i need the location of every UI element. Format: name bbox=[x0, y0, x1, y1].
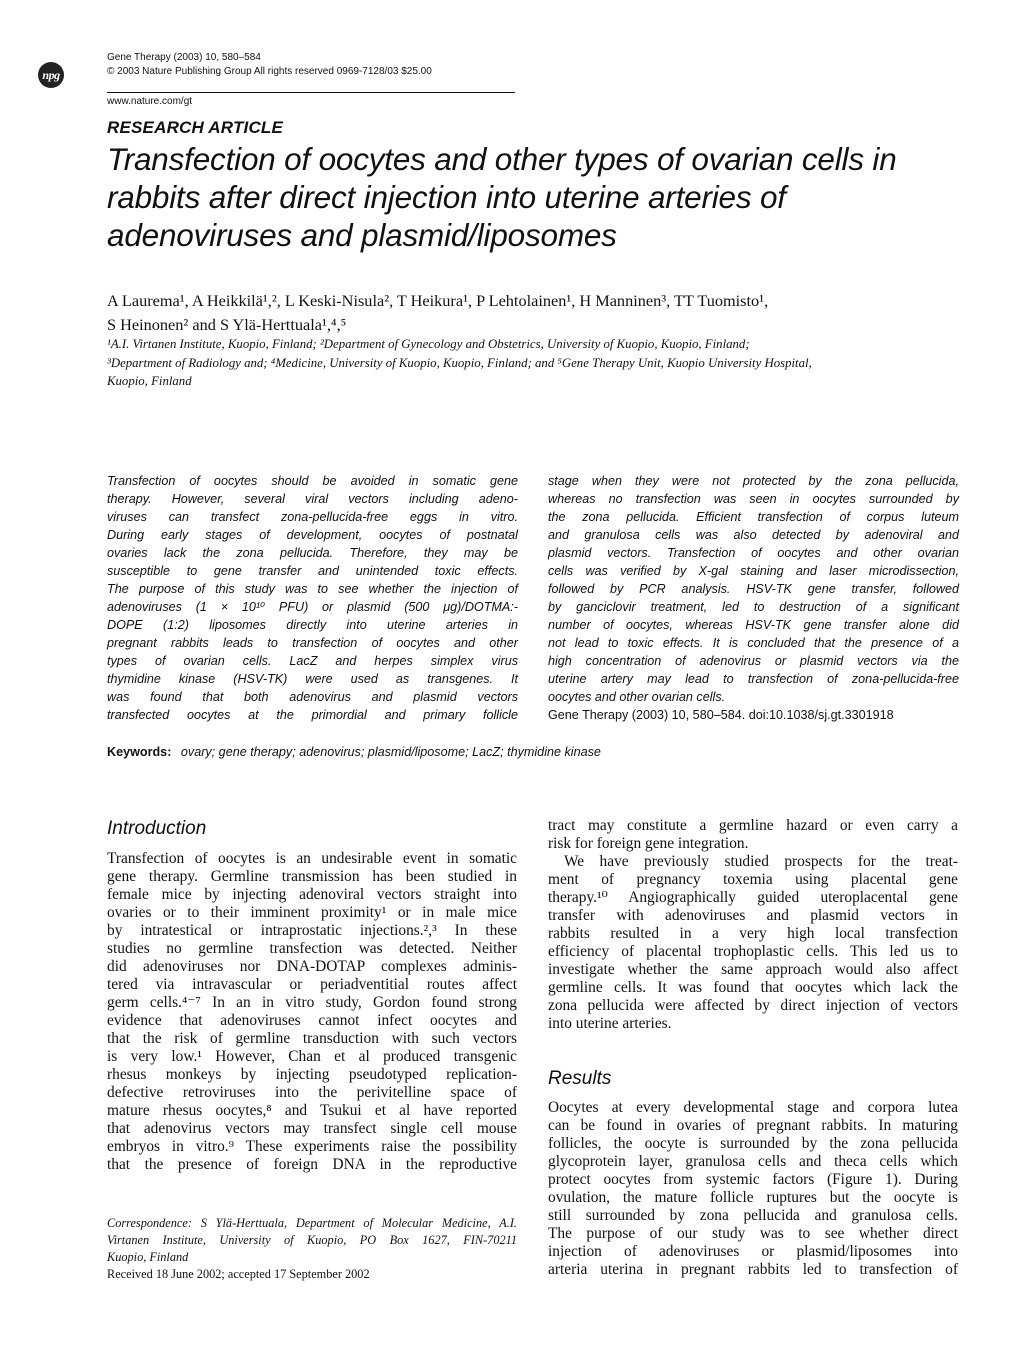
body-line: did adenoviruses nor DNA-DOTAP complexes adminis- bbox=[107, 958, 517, 975]
body-line: Transfection of oocytes is an undesirable event in somatic bbox=[107, 850, 517, 867]
body-line: ment of pregnancy toxemia using placental gene bbox=[548, 871, 958, 888]
abstract-line: The purpose of this study was to see whether the injection of bbox=[107, 582, 518, 596]
abstract-right-column bbox=[548, 472, 959, 724]
article-title: Transfection of oocytes and other types of ovarian cells in rabbits after direct injection into uterine arteries of adenoviruses and plasmid/liposomes bbox=[107, 141, 897, 253]
abstract-line: whereas no transfection was seen in oocytes surrounded by bbox=[548, 492, 959, 506]
section-label: RESEARCH ARTICLE bbox=[107, 118, 284, 137]
footnote-line: Virtanen Institute, University of Kuopio, PO Box 1627, FIN-70211 bbox=[107, 1233, 517, 1247]
body-line: mature rhesus oocytes,⁸ and Tsukui et al have reported bbox=[107, 1102, 517, 1119]
abstract-line: oocytes and other ovarian cells. bbox=[548, 690, 726, 704]
body-line: female mice by injecting adenoviral vectors straight into bbox=[107, 886, 517, 903]
affiliations bbox=[107, 335, 967, 391]
header-rule bbox=[107, 92, 515, 93]
author-list bbox=[107, 289, 967, 337]
footnote-line: Kuopio, Finland bbox=[107, 1250, 189, 1264]
abstract-line: DOPE (1:2) liposomes directly into uterine arteries in bbox=[107, 618, 518, 632]
received-dates: Received 18 June 2002; accepted 17 September 2002 bbox=[107, 1267, 370, 1281]
body-line: transfer with adenoviruses and plasmid vectors in bbox=[548, 907, 958, 924]
abstract-line: thymidine kinase (HSV-TK) were used as transgenes. It bbox=[107, 672, 518, 686]
copyright-line: © 2003 Nature Publishing Group All rights reserved 0969-7128/03 $25.00 bbox=[107, 66, 432, 77]
abstract-line: followed by PCR analysis. HSV-TK gene transfer, followed bbox=[548, 582, 959, 596]
abstract-line: plasmid vectors. Transfection of oocytes and other ovarian bbox=[548, 546, 959, 560]
affiliation-line: Kuopio, Finland bbox=[107, 374, 192, 388]
body-line: therapy.¹⁰ Angiographically guided uteroplacental gene bbox=[548, 889, 958, 906]
abstract-left-column bbox=[107, 472, 518, 724]
body-line: investigate whether the same approach would also affect bbox=[548, 961, 958, 978]
abstract-line: not lead to toxic effects. It is concluded that the presence of a bbox=[548, 636, 959, 650]
abstract-line: types of ovarian cells. LacZ and herpes simplex virus bbox=[107, 654, 518, 668]
body-line: tered via intravascular or periadventitial routes affect bbox=[107, 976, 517, 993]
abstract-line: and granulosa cells was also detected by adenoviral and bbox=[548, 528, 959, 542]
abstract-line: susceptible to gene transfer and unintended toxic effects. bbox=[107, 564, 518, 578]
body-line: arteria uterina in pregnant rabbits led to transfection of bbox=[548, 1261, 958, 1278]
body-line: ovaries or to their imminent proximity¹ or in male mice bbox=[107, 904, 517, 921]
abstract-line: ovaries lack the zona pellucida. Therefore, they may be bbox=[107, 546, 518, 560]
body-line: ovulation, the mature follicle ruptures but the oocyte is bbox=[548, 1189, 958, 1206]
abstract-line: During early stages of development, oocytes of postnatal bbox=[107, 528, 518, 542]
body-line: gene therapy. Germline transmission has been studied in bbox=[107, 868, 517, 885]
keywords bbox=[107, 744, 601, 760]
body-line: that the presence of foreign DNA in the reproductive bbox=[107, 1156, 517, 1173]
affiliation-line: ¹A.I. Virtanen Institute, Kuopio, Finland; ²Department of Gynecology and Obstetrics, University of Kuopio, Kuopio, Finland; bbox=[107, 337, 750, 351]
abstract-line: cells was verified by X-gal staining and laser microdissection, bbox=[548, 564, 959, 578]
body-line: defective retroviruses into the perivitelline space of bbox=[107, 1084, 517, 1101]
body-line: protect oocytes from systemic factors (Figure 1). During bbox=[548, 1171, 958, 1188]
body-line: Oocytes at every developmental stage and corpora lutea bbox=[548, 1099, 958, 1116]
npg-logo: npg bbox=[38, 62, 64, 88]
footnote-line: Correspondence: S Ylä-Herttuala, Department of Molecular Medicine, A.I. bbox=[107, 1216, 517, 1230]
body-line: germ cells.⁴⁻⁷ In an in vitro study, Gordon found strong bbox=[107, 994, 517, 1011]
abstract-line: by ganciclovir treatment, led to destruction of a significant bbox=[548, 600, 959, 614]
abstract-line: therapy. However, several viral vectors including adeno- bbox=[107, 492, 518, 506]
body-line: studies no germline transfection was detected. Neither bbox=[107, 940, 517, 957]
body-line: rhesus monkeys by injecting pseudotyped replication- bbox=[107, 1066, 517, 1083]
abstract-line: the zona pellucida. Efficient transfection of corpus luteum bbox=[548, 510, 959, 524]
body-line: into uterine arteries. bbox=[548, 1015, 672, 1032]
body-line: follicles, the oocyte is surrounded by the zona pellucida bbox=[548, 1135, 958, 1152]
abstract-line: pregnant rabbits leads to transfection of oocytes and other bbox=[107, 636, 518, 650]
abstract-line: uterine artery may lead to transfection of zona-pellucida-free bbox=[548, 672, 959, 686]
intro-paragraph-2 bbox=[548, 853, 958, 1033]
results-body bbox=[548, 1099, 958, 1279]
body-line: that adenovirus vectors may transfect single cell mouse bbox=[107, 1120, 517, 1137]
abstract-citation: Gene Therapy (2003) 10, 580–584. doi:10.1038/sj.gt.3301918 bbox=[548, 708, 894, 722]
abstract-line: transfected oocytes at the primordial and primary follicle bbox=[107, 708, 518, 722]
authors-line: A Laurema¹, A Heikkilä¹,², L Keski-Nisula², T Heikura¹, P Lehtolainen¹, H Manninen³, TT Tuomisto¹, bbox=[107, 291, 769, 310]
abstract-line: viruses can transfect zona-pellucida-free eggs in vitro. bbox=[107, 510, 518, 524]
body-line: by intratestical or intraprostatic injections.²,³ In these bbox=[107, 922, 517, 939]
journal-url-link[interactable]: www.nature.com/gt bbox=[107, 96, 193, 107]
body-line: can be found in ovaries of pregnant rabbits. In maturing bbox=[548, 1117, 958, 1134]
body-line: We have previously studied prospects for the treat- bbox=[564, 853, 958, 870]
body-line: efficiency of placental trophoplastic cells. This led us to bbox=[548, 943, 958, 960]
intro-continued bbox=[548, 817, 958, 853]
abstract-line: number of oocytes, whereas HSV-TK gene transfer alone did bbox=[548, 618, 959, 632]
body-line: germline cells. It was found that oocytes which lack the bbox=[548, 979, 958, 996]
body-line: risk for foreign gene integration. bbox=[548, 835, 749, 852]
body-line: tract may constitute a germline hazard or even carry a bbox=[548, 817, 958, 834]
body-line: The purpose of our study was to see whether direct bbox=[548, 1225, 958, 1242]
abstract-line: adenoviruses (1 × 10¹⁰ PFU) or plasmid (500 μg)/DOTMA:- bbox=[107, 600, 518, 614]
body-line: zona pellucida were affected by direct injection of vectors bbox=[548, 997, 958, 1014]
body-line: glycoprotein layer, granulosa cells and theca cells which bbox=[548, 1153, 958, 1170]
introduction-body bbox=[107, 850, 517, 1174]
journal-citation-line: Gene Therapy (2003) 10, 580–584 bbox=[107, 52, 261, 63]
affiliation-line: ³Department of Radiology and; ⁴Medicine, University of Kuopio, Kuopio, Finland; and ⁵Gene Therapy Unit, Kuopio University Hospital, bbox=[107, 355, 812, 370]
abstract-line: Transfection of oocytes should be avoided in somatic gene bbox=[107, 474, 518, 488]
body-line: that the risk of germline transduction with such vectors bbox=[107, 1030, 517, 1047]
body-line: injection of adenoviruses or plasmid/liposomes into bbox=[548, 1243, 958, 1260]
introduction-heading: Introduction bbox=[107, 818, 207, 839]
body-line: rabbits resulted in a very high local transfection bbox=[548, 925, 958, 942]
abstract-line: stage when they were not protected by the zona pellucida, bbox=[548, 474, 959, 488]
abstract-line: was found that both adenovirus and plasmid vectors bbox=[107, 690, 518, 704]
abstract-line: high concentration of adenovirus or plasmid vectors via the bbox=[548, 654, 959, 668]
results-heading: Results bbox=[548, 1068, 612, 1089]
keywords-list: ovary; gene therapy; adenovirus; plasmid/liposome; LacZ; thymidine kinase bbox=[180, 745, 601, 759]
body-line: embryos in vitro.⁹ These experiments raise the possibility bbox=[107, 1138, 517, 1155]
authors-line: S Heinonen² and S Ylä-Herttuala¹,⁴,⁵ bbox=[107, 315, 347, 334]
correspondence-footnote bbox=[107, 1215, 517, 1283]
keywords-label: Keywords: bbox=[107, 745, 172, 759]
body-line: still surrounded by zona pellucida and granulosa cells. bbox=[548, 1207, 958, 1224]
correspondence-lines bbox=[107, 1215, 517, 1266]
body-line: is very low.¹ However, Chan et al produced transgenic bbox=[107, 1048, 517, 1065]
body-line: evidence that adenoviruses cannot infect oocytes and bbox=[107, 1012, 517, 1029]
